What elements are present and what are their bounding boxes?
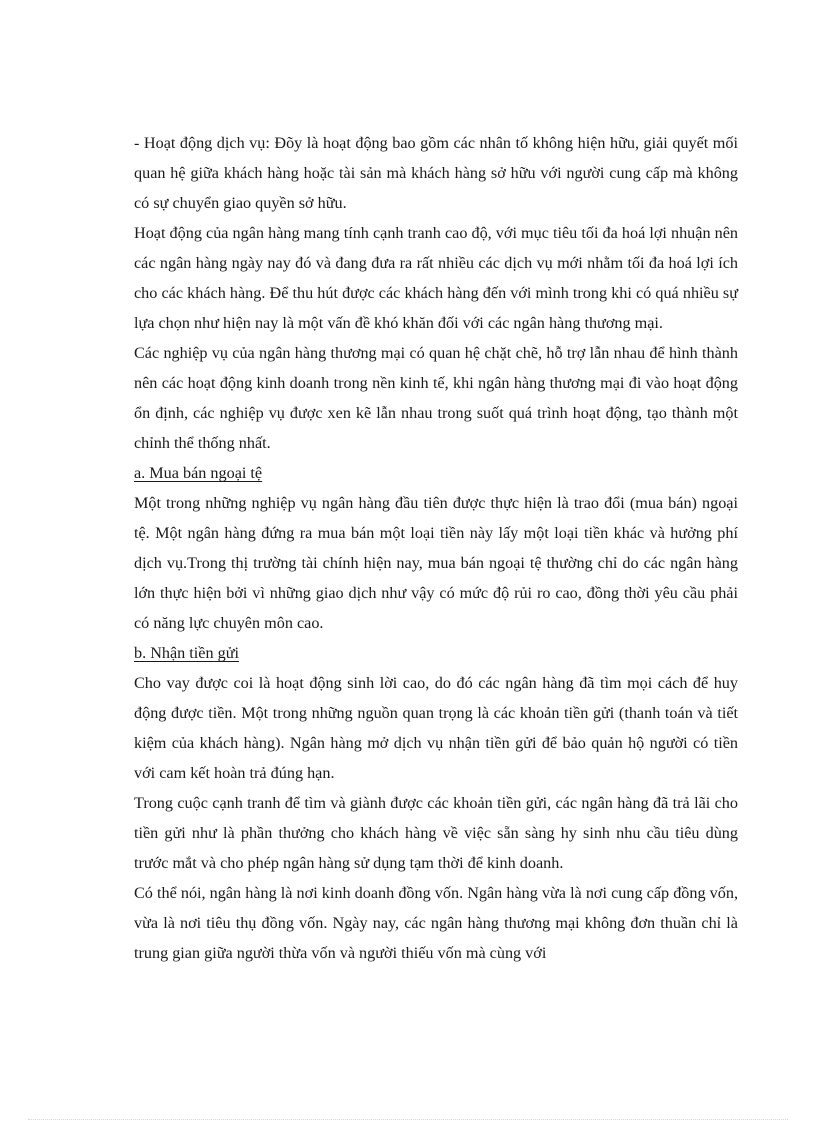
document-body [134,128,738,968]
section-heading-foreign-exchange: a. Mua bán ngoại tệ [134,464,263,482]
page-bottom-divider [28,1119,788,1120]
paragraph-operations: Các nghiệp vụ của ngân hàng thương mại có quan hệ chặt chẽ, hỗ trợ lẫn nhau để hình thành nên các hoạt động kinh doanh trong nền kinh tế, khi ngân hàng thương mại đi vào hoạt động ổn định, các nghiệp vụ được xen kẽ lẫn nhau trong suốt quá trình hoạt động, tạo thành một chỉnh thể thống nhất. [134,344,738,452]
paragraph-foreign-exchange: Một trong những nghiệp vụ ngân hàng đầu tiên được thực hiện là trao đổi (mua bán) ngoại tệ. Một ngân hàng đứng ra mua bán một loại tiền này lấy một loại tiền khác và hưởng phí dịch vụ.Trong thị trường tài chính hiện nay, mua bán ngoại tệ thường chỉ do các ngân hàng lớn thực hiện bởi vì những giao dịch như vậy có mức độ rủi ro cao, đồng thời yêu cầu phải có năng lực chuyên môn cao. [134,494,738,632]
paragraph-capital-business: Có thể nói, ngân hàng là nơi kinh doanh đồng vốn. Ngân hàng vừa là nơi cung cấp đồng vốn, vừa là nơi tiêu thụ đồng vốn. Ngày nay, các ngân hàng thương mại không đơn thuần chỉ là trung gian giữa người thừa vốn và người thiếu vốn mà cùng với [134,884,738,962]
paragraph-competition: Hoạt động của ngân hàng mang tính cạnh tranh cao độ, với mục tiêu tối đa hoá lợi nhuận nên các ngân hàng ngày nay đó và đang đưa ra rất nhiều các dịch vụ mới nhằm tối đa hoá lợi ích cho các khách hàng. Để thu hút được các khách hàng đến với mình trong khi có quá nhiều sự lựa chọn như hiện nay là một vấn đề khó khăn đối với các ngân hàng thương mại. [134,224,738,332]
paragraph-service-activity: - Hoạt động dịch vụ: Đõy là hoạt động bao gồm các nhân tố không hiện hữu, giải quyết mối quan hệ giữa khách hàng hoặc tài sản mà khách hàng sở hữu với người cung cấp mà không có sự chuyển giao quyền sở hữu. [134,134,738,212]
section-heading-deposits: b. Nhận tiền gửi [134,644,239,662]
paragraph-deposit-interest: Trong cuộc cạnh tranh để tìm và giành được các khoản tiền gửi, các ngân hàng đã trả lãi cho tiền gửi như là phần thưởng cho khách hàng về việc sẵn sàng hy sinh nhu cầu tiêu dùng trước mắt và cho phép ngân hàng sử dụng tạm thời để kinh doanh. [134,794,738,872]
paragraph-deposits: Cho vay được coi là hoạt động sinh lời cao, do đó các ngân hàng đã tìm mọi cách để huy động được tiền. Một trong những nguồn quan trọng là các khoản tiền gửi (thanh toán và tiết kiệm của khách hàng). Ngân hàng mở dịch vụ nhận tiền gửi để bảo quản hộ người có tiền với cam kết hoàn trả đúng hạn. [134,674,738,782]
